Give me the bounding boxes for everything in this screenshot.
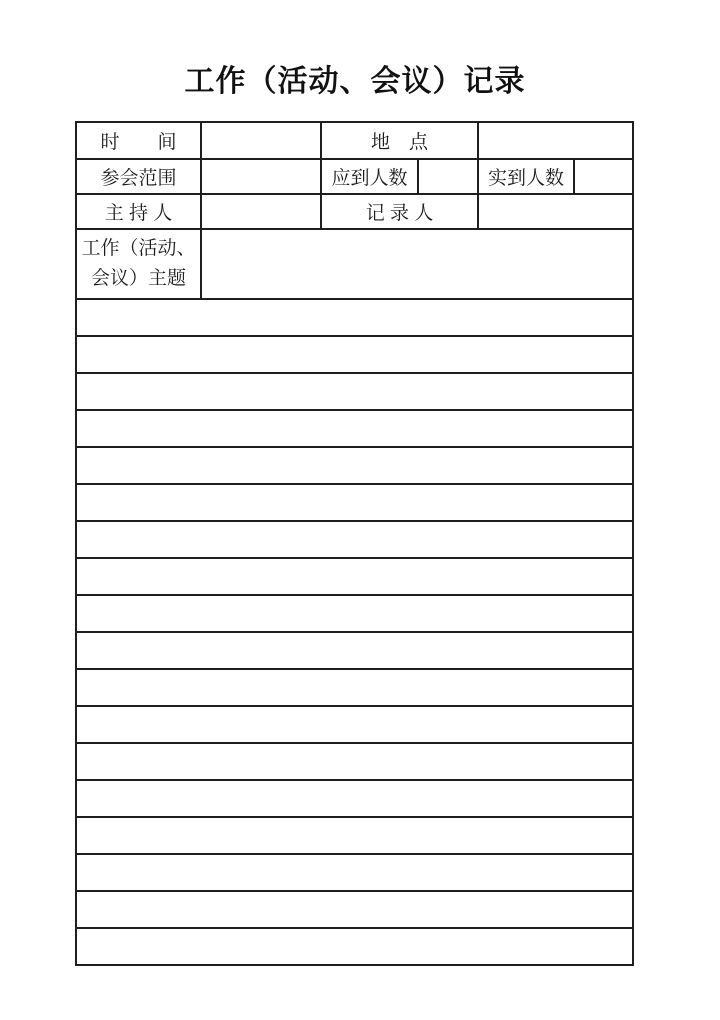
- record-line-cell[interactable]: [76, 521, 633, 558]
- host-value-cell[interactable]: [201, 194, 321, 229]
- record-row: [76, 928, 633, 965]
- expected-count-label: 应到人数: [321, 159, 418, 194]
- record-line-cell[interactable]: [76, 817, 633, 854]
- place-value-cell[interactable]: [478, 122, 633, 159]
- time-value-cell[interactable]: [201, 122, 321, 159]
- subject-value-cell[interactable]: [201, 229, 633, 299]
- record-line-cell[interactable]: [76, 336, 633, 373]
- page-title: 工作（活动、会议）记录: [184, 65, 526, 98]
- record-row: [76, 669, 633, 706]
- recorder-label: 记 录 人: [321, 194, 478, 229]
- subject-label: [76, 229, 201, 299]
- record-line-cell[interactable]: [76, 410, 633, 447]
- record-line-cell[interactable]: [76, 891, 633, 928]
- record-table: [75, 121, 634, 966]
- record-line-cell[interactable]: [76, 632, 633, 669]
- record-line-cell[interactable]: [76, 558, 633, 595]
- record-row: [76, 706, 633, 743]
- scope-label: 参会范围: [76, 159, 201, 194]
- record-row: [76, 299, 633, 336]
- record-row: [76, 373, 633, 410]
- record-line-cell[interactable]: [76, 780, 633, 817]
- record-line-cell[interactable]: [76, 595, 633, 632]
- record-row: [76, 521, 633, 558]
- actual-count-value-cell[interactable]: [574, 159, 633, 194]
- header-row-time-place: [76, 122, 633, 159]
- time-label: 时 间: [76, 122, 201, 159]
- record-row: [76, 780, 633, 817]
- scope-value-cell[interactable]: [201, 159, 321, 194]
- record-line-cell[interactable]: [76, 373, 633, 410]
- header-row-attendance: [76, 159, 633, 194]
- record-row: [76, 447, 633, 484]
- recorder-value-cell[interactable]: [478, 194, 633, 229]
- actual-count-label: 实到人数: [478, 159, 574, 194]
- record-row: [76, 632, 633, 669]
- record-line-cell[interactable]: [76, 447, 633, 484]
- header-row-subject: [76, 229, 633, 299]
- record-row: [76, 410, 633, 447]
- record-row: [76, 558, 633, 595]
- record-row: [76, 854, 633, 891]
- record-line-cell[interactable]: [76, 299, 633, 336]
- subject-label-line2: 会议）主题: [90, 268, 186, 289]
- expected-count-value-cell[interactable]: [418, 159, 478, 194]
- record-line-cell[interactable]: [76, 854, 633, 891]
- record-row: [76, 595, 633, 632]
- host-label: 主 持 人: [76, 194, 201, 229]
- record-row: [76, 484, 633, 521]
- record-row: [76, 891, 633, 928]
- record-line-cell[interactable]: [76, 484, 633, 521]
- record-row: [76, 817, 633, 854]
- header-row-host-recorder: [76, 194, 633, 229]
- record-line-cell[interactable]: [76, 669, 633, 706]
- record-row: [76, 743, 633, 780]
- record-line-cell[interactable]: [76, 706, 633, 743]
- subject-label-line1: 工作（活动、: [81, 238, 196, 259]
- record-row: [76, 336, 633, 373]
- place-label: 地 点: [321, 122, 478, 159]
- record-line-cell[interactable]: [76, 743, 633, 780]
- record-line-cell[interactable]: [76, 928, 633, 965]
